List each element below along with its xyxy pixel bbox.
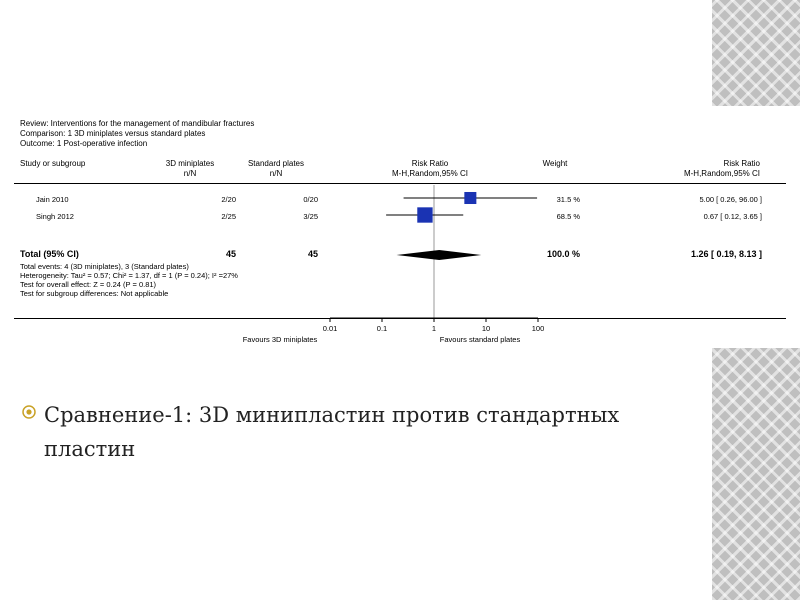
x-tick-label: 0.1 bbox=[376, 324, 388, 333]
review-title: Review: Interventions for the management of mandibular fractures bbox=[20, 119, 255, 128]
study-group2-events: 3/25 bbox=[303, 212, 318, 221]
favours-right-label: Favours standard plates bbox=[439, 335, 521, 344]
note-heterogeneity: Heterogeneity: Tau² = 0.57; Chi² = 1.37, df = 1 (P = 0.24); I² =27% bbox=[20, 271, 238, 280]
study-weight: 31.5 % bbox=[556, 195, 580, 204]
decorative-pattern-bottom bbox=[712, 348, 800, 600]
total-group2: 45 bbox=[307, 249, 318, 259]
note-total-events: Total events: 4 (3D miniplates), 3 (Standard plates) bbox=[20, 262, 189, 271]
study-point-estimate bbox=[464, 192, 476, 204]
column-header-risk-ratio: Risk Ratio bbox=[411, 159, 449, 168]
study-point-estimate bbox=[417, 207, 432, 222]
column-header-group1: 3D miniplates bbox=[165, 159, 215, 168]
note-subgroup-differences: Test for subgroup differences: Not applicable bbox=[20, 289, 169, 298]
note-overall-effect: Test for overall effect: Z = 0.24 (P = 0.81) bbox=[20, 280, 157, 289]
column-header-risk-ratio-2: Risk Ratio bbox=[723, 159, 760, 168]
study-name: Singh 2012 bbox=[36, 212, 74, 221]
study-group1-events: 2/20 bbox=[221, 195, 236, 204]
total-weight: 100.0 % bbox=[546, 249, 580, 259]
column-header-group2-sub: n/N bbox=[269, 169, 283, 178]
total-ci-text: 1.26 [ 0.19, 8.13 ] bbox=[690, 249, 762, 259]
total-group1: 45 bbox=[225, 249, 236, 259]
x-tick-label: 1 bbox=[431, 324, 437, 333]
slide-bullet-text: Сравнение-1: 3D минипластин против стандартных пластин bbox=[44, 403, 620, 461]
outcome-title: Outcome: 1 Post-operative infection bbox=[20, 139, 148, 148]
study-name: Jain 2010 bbox=[36, 195, 69, 204]
x-tick-label: 0.01 bbox=[322, 324, 338, 333]
bullet-icon bbox=[22, 405, 36, 419]
column-header-group1-sub: n/N bbox=[183, 169, 197, 178]
study-weight: 68.5 % bbox=[556, 212, 580, 221]
column-header-study: Study or subgroup bbox=[20, 159, 86, 168]
x-tick-label: 100 bbox=[531, 324, 545, 333]
comparison-title: Comparison: 1 3D miniplates versus standard plates bbox=[20, 129, 206, 138]
column-header-group2: Standard plates bbox=[247, 159, 305, 168]
column-header-risk-ratio-sub: M-H,Random,95% CI bbox=[391, 169, 469, 178]
study-group1-events: 2/25 bbox=[221, 212, 236, 221]
total-label: Total (95% CI) bbox=[20, 249, 79, 259]
total-diamond bbox=[396, 250, 481, 260]
favours-left-label: Favours 3D miniplates bbox=[242, 335, 318, 344]
x-tick-label: 10 bbox=[481, 324, 491, 333]
study-group2-events: 0/20 bbox=[303, 195, 318, 204]
column-header-risk-ratio-2-sub: M-H,Random,95% CI bbox=[683, 169, 760, 178]
column-header-weight: Weight bbox=[542, 159, 568, 168]
study-ci-text: 5.00 [ 0.26, 96.00 ] bbox=[699, 195, 762, 204]
study-ci-text: 0.67 [ 0.12, 3.65 ] bbox=[703, 212, 762, 221]
